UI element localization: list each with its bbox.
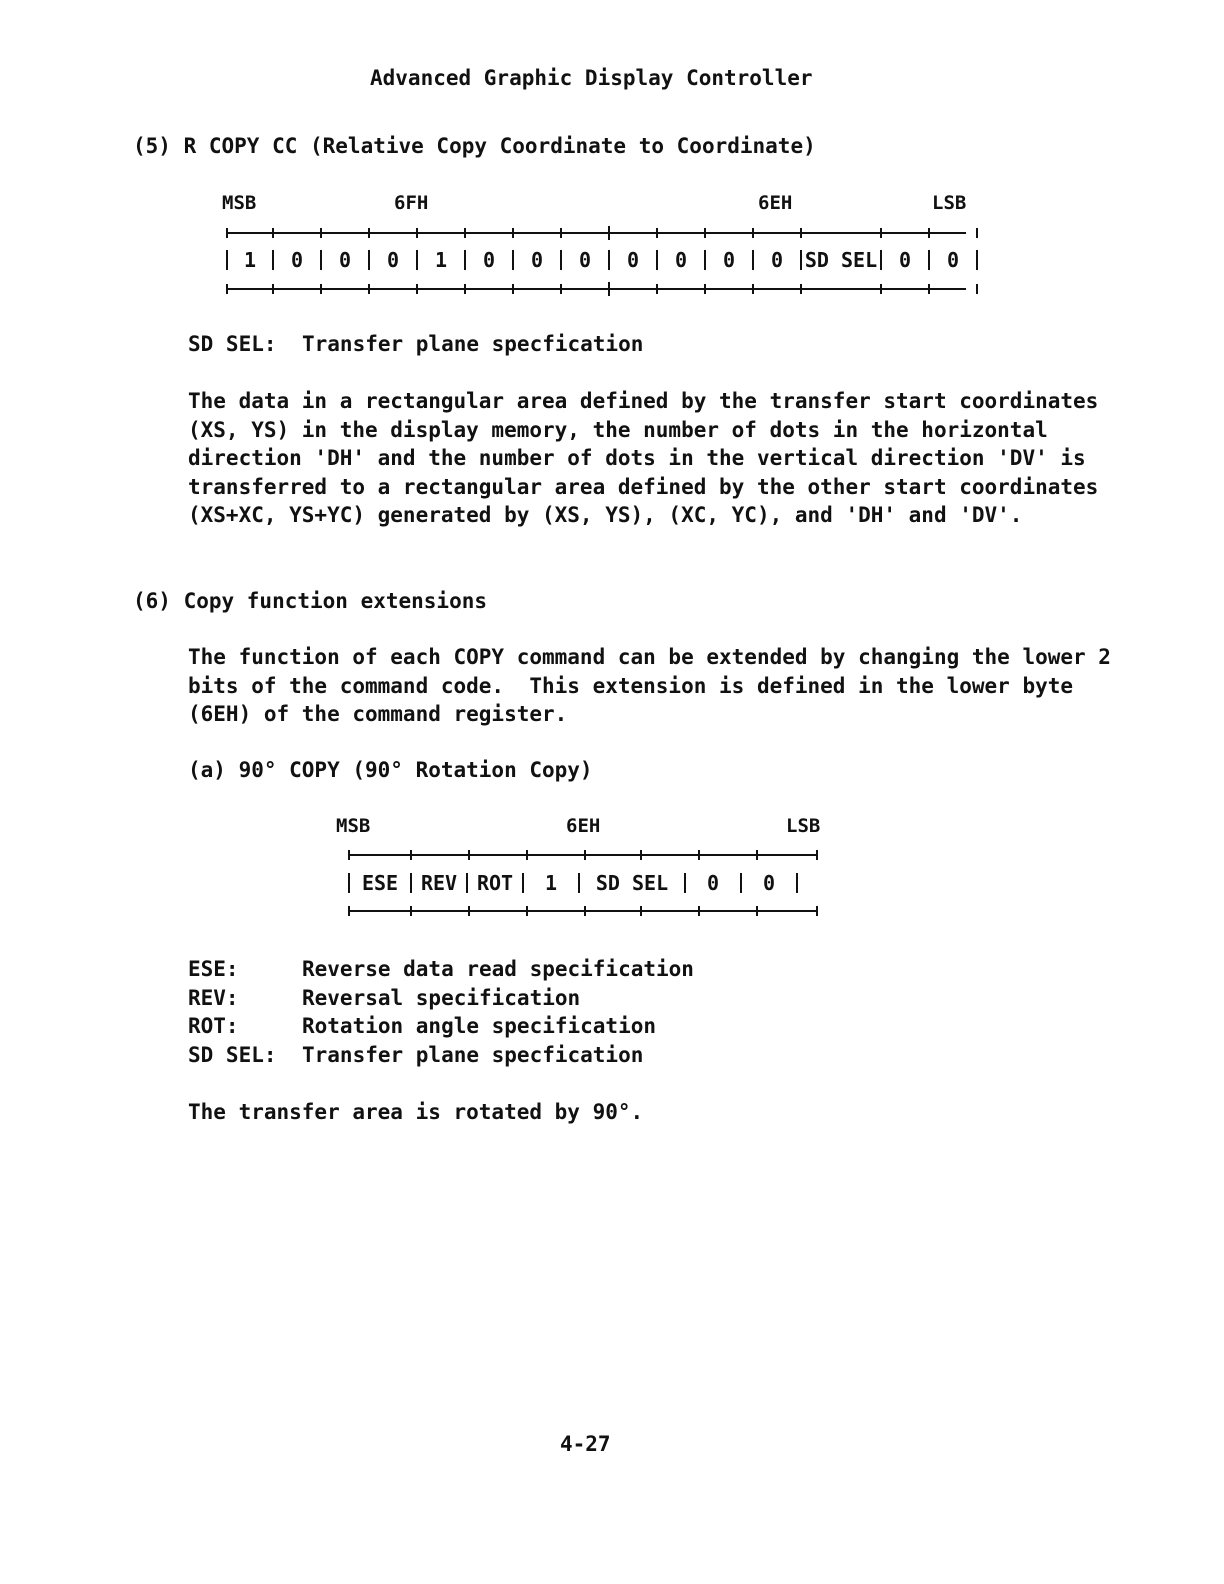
register-field-cell: 1 [544, 871, 558, 895]
register-tick [656, 228, 658, 238]
register-bit-cell: 0 [530, 248, 544, 272]
register-high-byte-label: 6FH [394, 192, 429, 214]
register-tick [410, 906, 412, 916]
register-bit-cell: 0 [386, 248, 400, 272]
register-field-cell: ESE [361, 871, 399, 895]
register-bottom-rule [226, 288, 966, 290]
text-line: The data in a rectangular area defined by the transfer start coordinates [188, 389, 1099, 413]
register-bottom-rule [348, 910, 818, 912]
text-line: transferred to a rectangular area defined by the other start coordinates [188, 474, 1099, 499]
subsection-a-heading: (a) 90° COPY (90° Rotation Copy) [188, 758, 593, 782]
register-tick [640, 906, 642, 916]
section-5-heading: (5) R COPY CC (Relative Copy Coordinate to Coordinate) [133, 134, 816, 158]
register-tick [468, 850, 470, 860]
register-msb-label: MSB [336, 815, 371, 837]
register-bit-cell: 0 [722, 248, 736, 272]
register-bit-cell: 0 [290, 248, 304, 272]
register-tick [756, 850, 758, 860]
register-field-row [348, 869, 798, 897]
register-tick [640, 850, 642, 860]
register-tick [608, 226, 610, 240]
text-line: (6EH) of the command register. [188, 702, 568, 726]
register-bit-cell: 0 [898, 248, 912, 272]
register-tick [608, 282, 610, 296]
register-byte-label: 6EH [566, 815, 601, 837]
definition-key: REV: [188, 985, 239, 1010]
register-cell-divider [796, 873, 798, 893]
register-tick [368, 228, 370, 238]
register-tick [656, 284, 658, 294]
text-line: (XS, YS) in the display memory, the number of dots in the horizontal [188, 417, 1048, 442]
register-tick [416, 284, 418, 294]
register-tick [560, 284, 562, 294]
definition-value: Reverse data read specification [302, 957, 694, 981]
register-bit-cell: 0 [770, 248, 784, 272]
register-lsb-label: LSB [786, 815, 821, 837]
register-cell-divider [976, 250, 978, 270]
register-tick [368, 284, 370, 294]
register-low-byte-label: 6EH [758, 192, 793, 214]
register-bit-cell: 1 [243, 248, 257, 272]
register-bit-cell: 0 [578, 248, 592, 272]
register-tick [560, 228, 562, 238]
register-bit-cell: 0 [674, 248, 688, 272]
register-tick [800, 228, 802, 238]
register-tick [272, 228, 274, 238]
sdsel-label: SD SEL: [188, 332, 277, 356]
register-top-rule [226, 232, 966, 234]
register-tick [698, 850, 700, 860]
register-tick [320, 228, 322, 238]
register-tick [704, 284, 706, 294]
register-tick [410, 850, 412, 860]
register-tick [416, 228, 418, 238]
register-tick [526, 850, 528, 860]
text-line: direction 'DH' and the number of dots in the vertical direction 'DV' is [188, 446, 1086, 470]
register-tick [928, 228, 930, 238]
rotation-note: The transfer area is rotated by 90°. [188, 1100, 644, 1124]
register-tick [816, 906, 818, 916]
page-number: 4-27 [560, 1432, 611, 1456]
register-tick [272, 284, 274, 294]
register-bit-cell: 0 [482, 248, 496, 272]
register-bit-cell: 0 [626, 248, 640, 272]
register-tick [800, 284, 802, 294]
register-tick [468, 906, 470, 916]
register-field-cell: 0 [762, 871, 776, 895]
sdsel-description: Transfer plane specfication [302, 332, 644, 356]
section-5-description [188, 387, 1098, 530]
field-definitions [188, 955, 694, 1069]
register-bit-cell: 1 [434, 248, 448, 272]
register-lsb-label: LSB [932, 192, 967, 214]
definition-sdsel [188, 1041, 694, 1070]
register-tick [584, 906, 586, 916]
register-tick [752, 284, 754, 294]
text-line: (XS+XC, YS+YC) generated by (XS, YS), (XC, YC), and 'DH' and 'DV'. [188, 503, 1023, 527]
register-tick [226, 228, 228, 238]
register-tick [704, 228, 706, 238]
section-6-description [188, 643, 1111, 729]
register-field-cell: REV [420, 871, 458, 895]
register-tick [584, 850, 586, 860]
register-tick [512, 284, 514, 294]
register-tick [880, 228, 882, 238]
register-tick [526, 906, 528, 916]
definition-key: ROT: [188, 1014, 239, 1038]
text-line: bits of the command code. This extension is defined in the lower byte [188, 673, 1074, 698]
page-header-title: Advanced Graphic Display Controller [370, 66, 813, 90]
definition-ese [188, 955, 694, 984]
register-tick [348, 850, 350, 860]
register-tick [464, 228, 466, 238]
register-tick [698, 906, 700, 916]
definition-value: Rotation angle specification [302, 1014, 657, 1038]
register-field-cell: 0 [706, 871, 720, 895]
register-msb-label: MSB [222, 192, 257, 214]
register-tick [756, 906, 758, 916]
register-tick [464, 284, 466, 294]
register-tick [226, 284, 228, 294]
definition-key: SD SEL: [188, 1042, 277, 1067]
register-bit-cell: 0 [338, 248, 352, 272]
register-tick [320, 284, 322, 294]
register-tick [928, 284, 930, 294]
definition-rot [188, 1012, 694, 1041]
register-field-cell: ROT [476, 871, 514, 895]
section-6-heading: (6) Copy function extensions [133, 589, 488, 613]
register-tick [348, 906, 350, 916]
definition-value: Reversal specification [302, 985, 581, 1010]
register-tick [816, 850, 818, 860]
register-top-rule [348, 854, 818, 856]
definition-key: ESE: [188, 957, 239, 981]
register-bit-cell: 0 [946, 248, 960, 272]
register-tick [512, 228, 514, 238]
register-tick [976, 284, 978, 294]
register-field-cell: SD SEL [595, 871, 669, 895]
register-bit-cell: SD SEL [804, 248, 878, 272]
text-line: The function of each COPY command can be extended by changing the lower 2 [188, 645, 1111, 669]
register-tick [976, 228, 978, 238]
definition-rev [188, 984, 694, 1013]
register-tick [880, 284, 882, 294]
register-tick [752, 228, 754, 238]
register-bit-row [226, 246, 978, 274]
definition-value: Transfer plane specfication [302, 1042, 644, 1067]
